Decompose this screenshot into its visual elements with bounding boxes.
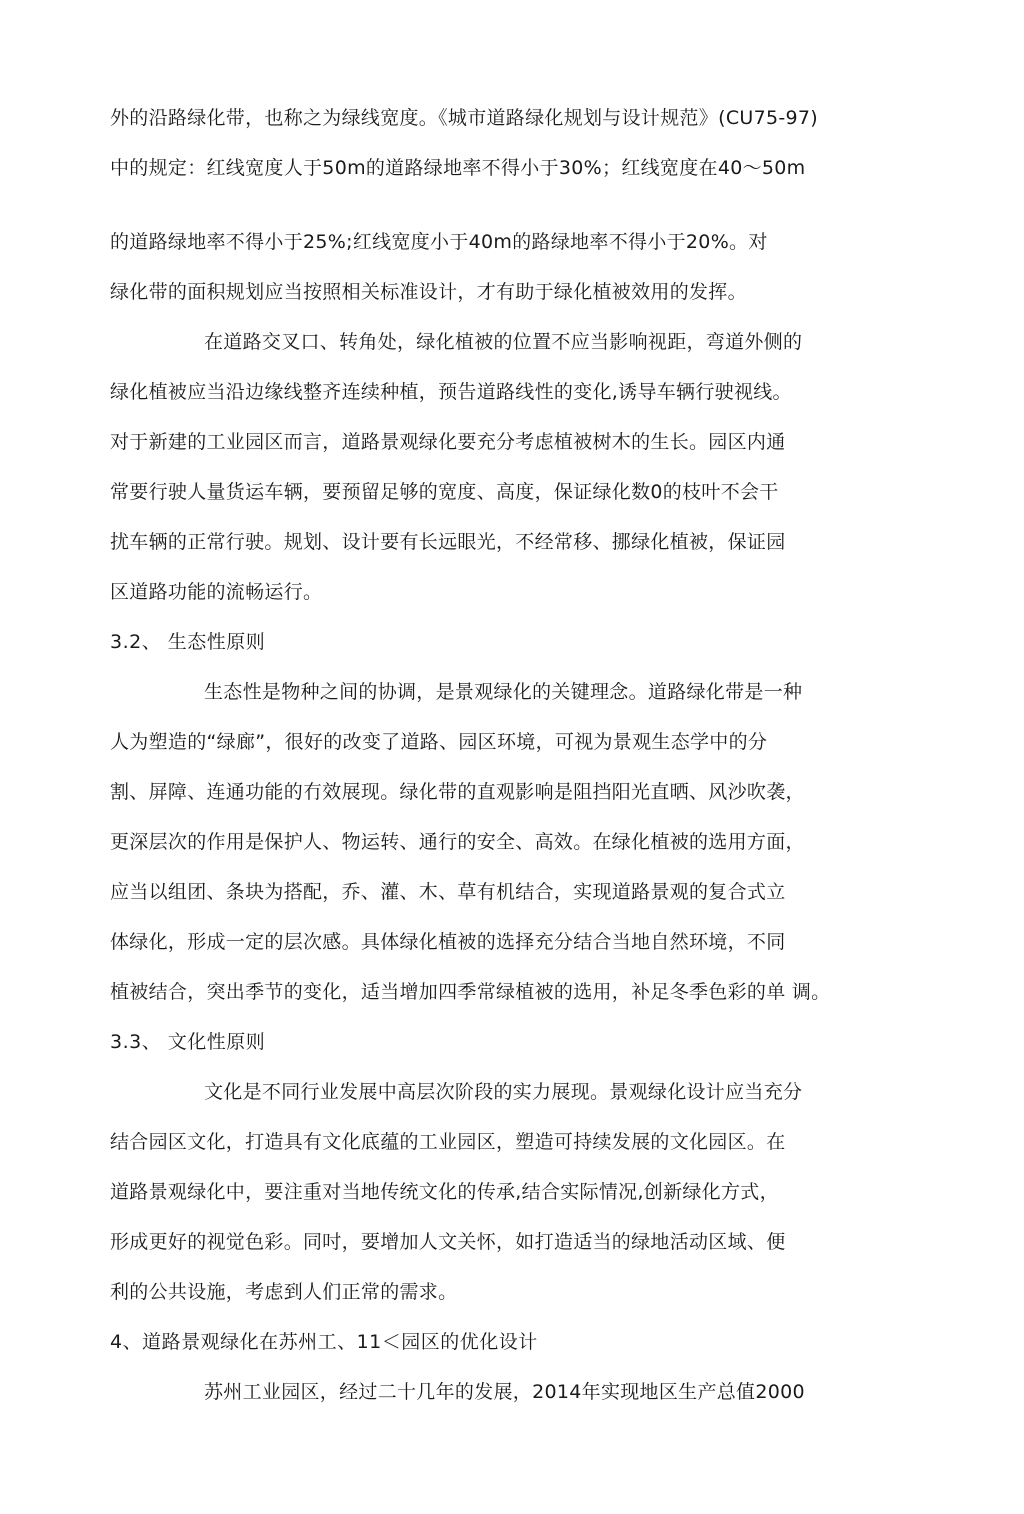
section-heading: 3.2、 生态性原则 (110, 631, 266, 653)
text-line: 的道路绿地率不得小于25%;红线宽度小于40m的路绿地率不得小于20%。对 (110, 231, 768, 253)
text-line: 中的规定：红线宽度人于50m的道路绿地率不得小于30%；红线宽度在40～50m (110, 157, 806, 179)
text-line: 对于新建的工业园区而言，道路景观绿化要充分考虑植被树木的生长。园区内通 (110, 431, 786, 453)
section-heading: 3.3、 文化性原则 (110, 1031, 266, 1053)
text-line: 体绿化，形成一定的层次感。具体绿化植被的选择充分结合当地自然环境，不同 (110, 931, 786, 953)
text-line: 应当以组团、条块为搭配，乔、灌、木、草有机结合，实现道路景观的复合式立 (110, 881, 786, 903)
text-line: 绿化带的面积规划应当按照相关标准设计，才有助于绿化植被效用的发挥。 (110, 281, 747, 303)
text-line: 利的公共设施，考虑到人们正常的需求。 (110, 1281, 458, 1303)
text-line: 植被结合，突出季节的变化，适当增加四季常绿植被的选用，补足冬季色彩的单 调。 (110, 981, 831, 1003)
paragraph-first-line: 在道路交叉口、转角处，绿化植被的位置不应当影响视距，弯道外侧的 (204, 331, 803, 353)
paragraph-first-line: 苏州工业园区，经过二十几年的发展，2014年实现地区生产总值2000 (204, 1381, 805, 1403)
section-heading: 4、道路景观绿化在苏州工、11＜园区的优化设计 (110, 1331, 538, 1353)
text-line: 扰车辆的正常行驶。规划、设计要有长远眼光，不经常移、挪绿化植被，保证园 (110, 531, 786, 553)
text-line: 人为塑造的“绿廊”，很好的改变了道路、园区环境，可视为景观生态学中的分 (110, 731, 768, 753)
text-line: 绿化植被应当沿边缘线整齐连续种植，预告道路线性的变化,诱导车辆行驶视线。 (110, 381, 792, 403)
text-line: 更深层次的作用是保护人、物运转、通行的安全、高效。在绿化植被的选用方面， (110, 831, 805, 853)
paragraph-first-line: 生态性是物种之间的协调，是景观绿化的关键理念。道路绿化带是一种 (204, 681, 803, 703)
text-line: 常要行驶人量货运车辆，要预留足够的宽度、高度，保证绿化数0的枝叶不会干 (110, 481, 779, 503)
text-line: 外的沿路绿化带，也称之为绿线宽度。《城市道路绿化规划与设计规范》(CU75-97) (110, 107, 819, 129)
paragraph-first-line: 文化是不同行业发展中高层次阶段的实力展现。景观绿化设计应当充分 (204, 1081, 803, 1103)
text-line: 割、屏障、连通功能的冇效展现。绿化带的直观影响是阻挡阳光直晒、风沙吹袭， (110, 781, 805, 803)
text-line: 结合园区文化，打造具有文化底蕴的工业园区，塑造可持续发展的文化园区。在 (110, 1131, 786, 1153)
text-line: 道路景观绿化中，要注重对当地传统文化的传承,结合实际情况,创新绿化方式， (110, 1181, 779, 1203)
text-line: 区道路功能的流畅运行。 (110, 581, 323, 603)
text-line: 形成更好的视觉色彩。同吋，要增加人文关怀，如打造适当的绿地活动区域、便 (110, 1231, 786, 1253)
